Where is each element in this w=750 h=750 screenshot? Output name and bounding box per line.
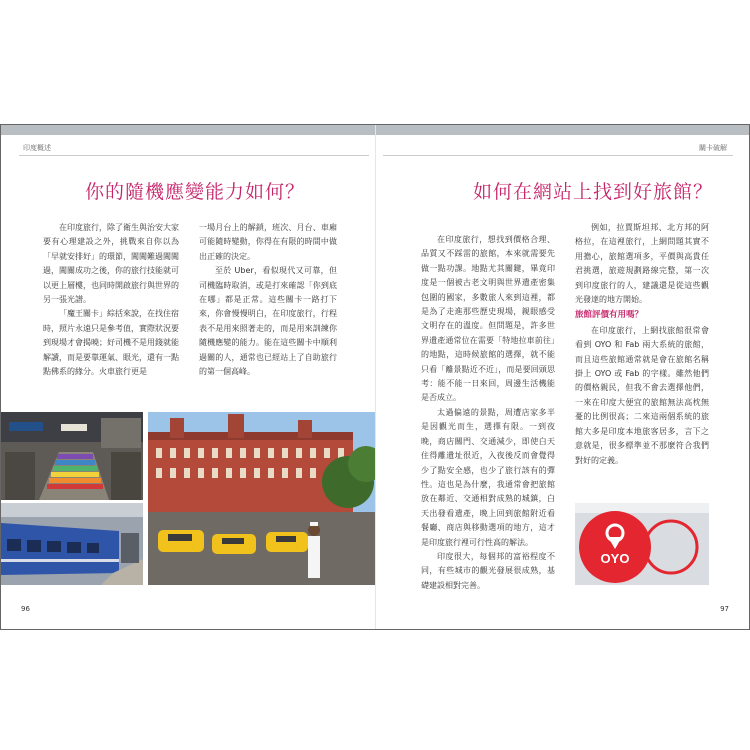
book-spread xyxy=(0,124,750,630)
running-head-right: 關卡破解 xyxy=(699,144,727,152)
page-title-right: 如何在網站上找到好旅館？ xyxy=(473,181,714,203)
subheading: 旅館評價有用嗎？ xyxy=(575,310,644,321)
photo-blue-train xyxy=(1,503,143,585)
paragraph: 在印度旅行，除了衛生與治安大家要有心理建設之外，挑戰來自你以為「早就安排好」的環節，闖闖難過闖闖過，闖關成功之後，你的旅行技能就可以更上層樓，也同時開啟旅行與世界的另一張光譜。 xyxy=(43,223,179,305)
running-head-left: 印度概述 xyxy=(23,144,51,152)
photo-railway-overpass xyxy=(1,412,143,500)
paragraph: 至於 Uber，看似現代又可靠，但司機臨時取消，或是打來確認「你到底在哪」都是正常。這些關卡一路打下來，你會慢慢明白，在印度旅行，行程表不是用來照著走的，而是用來訓練你隨機應變的能力。能在這些關卡中順利過關的人，通常也已經站上了自助旅行的第一個高峰。 xyxy=(199,266,337,377)
header-rule-left xyxy=(19,155,369,156)
text-column-left-1 xyxy=(43,221,179,379)
text-column-right-1 xyxy=(421,233,555,593)
paragraph: 太過偏遠的景點，周遭店家多半是因觀光而生，選擇有限。一到夜晚，商店關門、交通減少，即使白天住得離遺址很近，入夜後反而會覺得少了點安全感，也少了旅行該有的彈性。這也是為什麼，我通常會把旅館放在鄰近、交通相對成熟的城鎮，白天出發看遺產，晚上回到旅館附近看餐廳、商店與移動選項的地方，這才是印度旅行裡可行性高的解法。 xyxy=(421,407,555,547)
book-spine xyxy=(375,125,376,630)
photo-street-yellow-taxis xyxy=(148,412,375,585)
oyo-logo: OYO xyxy=(600,551,630,566)
page-number-left: 96 xyxy=(21,605,30,613)
paragraph: 一場月台上的解鎖，班次、月台、車廂可能隨時變動，你得在有限的時間中做出正確的決定。 xyxy=(199,223,337,261)
text-column-right-2 xyxy=(575,221,709,468)
paragraph: 例如，拉賈斯坦邦、北方邦的阿格拉，在這裡旅行，上網問題其實不用擔心，旅館選項多，平價與高貴任君挑選，旅遊規劃路線完整，第一次到印度旅行的人，建議還是從這些觀光發達的地方開始。 xyxy=(575,223,709,305)
paragraph: 在印度旅行，想找到價格合理、品質又不踩雷的旅館，本來就需要先做一點功課。地點尤其關鍵，畢竟印度是一個被古老文明與世界遺產密集包圍的國家，多數旅人來到這裡，都是為了走進那些歷史現場，親眼感受文明存在的溫度。但問題是，許多世界遺產通常位在需要「特地拉車前往」的地點，這時候旅館的選擇，就不能只看「離景點近不近」，而是要回頭思考：能不能一日來回，周邊生活機能是否成立。 xyxy=(421,235,555,403)
paragraph: 「魔王關卡」綜括來說，在找住宿時，照片永遠只是參考值，實際狀況要到現場才會揭曉；好司機不是用錢就能解讀，而是要靠運氣、眼光，還有一點點佛系的緣分。火車旅行更是 xyxy=(43,309,179,377)
header-rule-right xyxy=(383,155,733,156)
paragraph: 印度很大，每個邦的富裕程度不同，有些城市的觀光發展很成熟，基礎建設相對完善。 xyxy=(421,551,555,590)
page-number-right: 97 xyxy=(720,605,729,613)
photo-oyo-sign xyxy=(575,503,709,585)
text-column-left-2 xyxy=(199,221,337,379)
paragraph: 在印度旅行，上網找旅館很常會看到 OYO 和 Fab 兩大系統的旅館，而且這些旅館通常就是會在旅館名稱掛上 OYO 或 Fab 的字樣。雖然他們的價格親民，但我不會去選擇他們，一來在印度大便宜的旅館無法高枕無憂的比例很高；二來這兩個系統的旅館大多是印度本地旅客居多，言下之意就是，很多標準並不那麼符合我們對好的定義。 xyxy=(575,325,709,465)
page-title-left: 你的隨機應變能力如何？ xyxy=(85,181,306,203)
